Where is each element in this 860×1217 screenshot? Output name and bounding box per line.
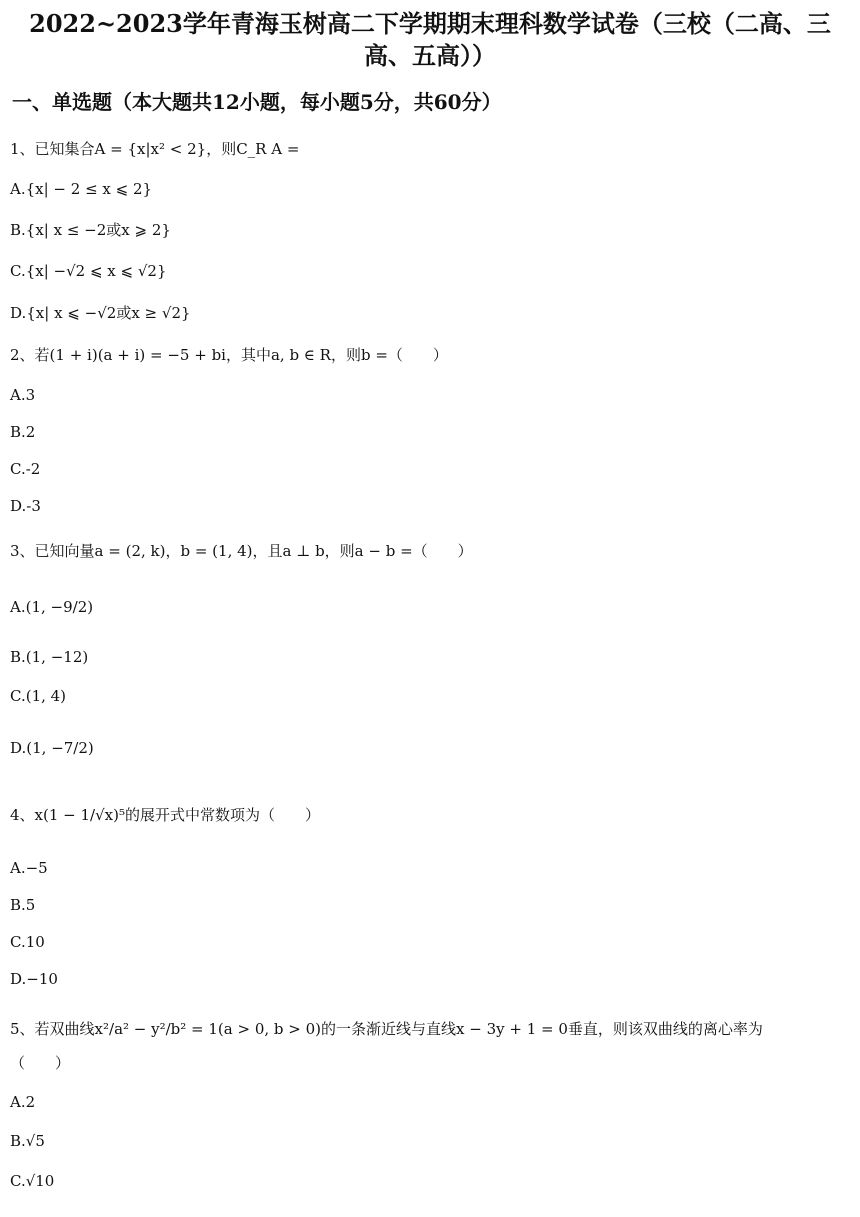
question-2-option-a: A.3	[10, 386, 36, 404]
question-1-stem: 1、已知集合A = {x|x² < 2}，则C_R A =	[10, 140, 300, 158]
question-4-option-d: D.−10	[10, 970, 58, 988]
question-2-option-d: D.-3	[10, 497, 41, 515]
question-3-option-d: D.(1, −7/2)	[10, 739, 94, 757]
question-5-option-b: B.√5	[10, 1132, 45, 1150]
section-heading: 一、单选题（本大题共12小题，每小题5分，共60分）	[12, 90, 502, 114]
question-2-option-b: B.2	[10, 423, 36, 441]
title-line-2: 高、五高））	[364, 41, 496, 70]
page-title	[0, 8, 860, 72]
question-1-option-b: B.{x| x ≤ −2或x ⩾ 2}	[10, 221, 171, 239]
question-2-stem: 2、若(1 + i)(a + i) = −5 + bi，其中a, b ∈ R，则b =（ ）	[10, 346, 448, 364]
question-5-stem-continued: （ ）	[10, 1054, 71, 1072]
question-3-option-a: A.(1, −9/2)	[10, 598, 94, 616]
question-3-option-c: C.(1, 4)	[10, 687, 67, 705]
question-5-option-a: A.2	[10, 1093, 36, 1111]
question-1-option-a: A.{x| − 2 ≤ x ⩽ 2}	[10, 180, 153, 198]
question-5-option-c: C.√10	[10, 1172, 55, 1190]
question-4-option-b: B.5	[10, 896, 36, 914]
question-4-option-a: A.−5	[10, 859, 48, 877]
question-3-option-b: B.(1, −12)	[10, 648, 89, 666]
question-4-stem: 4、x(1 − 1/√x)⁵的展开式中常数项为（ ）	[10, 806, 320, 824]
question-1-option-c: C.{x| −√2 ⩽ x ⩽ √2}	[10, 262, 167, 280]
question-5-stem: 5、若双曲线x²/a² − y²/b² = 1(a > 0, b > 0)的一条渐近线与直线x − 3y + 1 = 0垂直，则该双曲线的离心率为	[10, 1020, 763, 1038]
question-1-option-d: D.{x| x ⩽ −√2或x ≥ √2}	[10, 304, 191, 322]
question-3-stem: 3、已知向量a = (2, k)，b = (1, 4)，且a ⊥ b，则a − b =（ ）	[10, 542, 473, 560]
question-4-option-c: C.10	[10, 933, 45, 951]
question-2-option-c: C.-2	[10, 460, 41, 478]
title-line-1: 2022~2023学年青海玉树高二下学期期末理科数学试卷（三校（二高、三	[29, 9, 831, 38]
